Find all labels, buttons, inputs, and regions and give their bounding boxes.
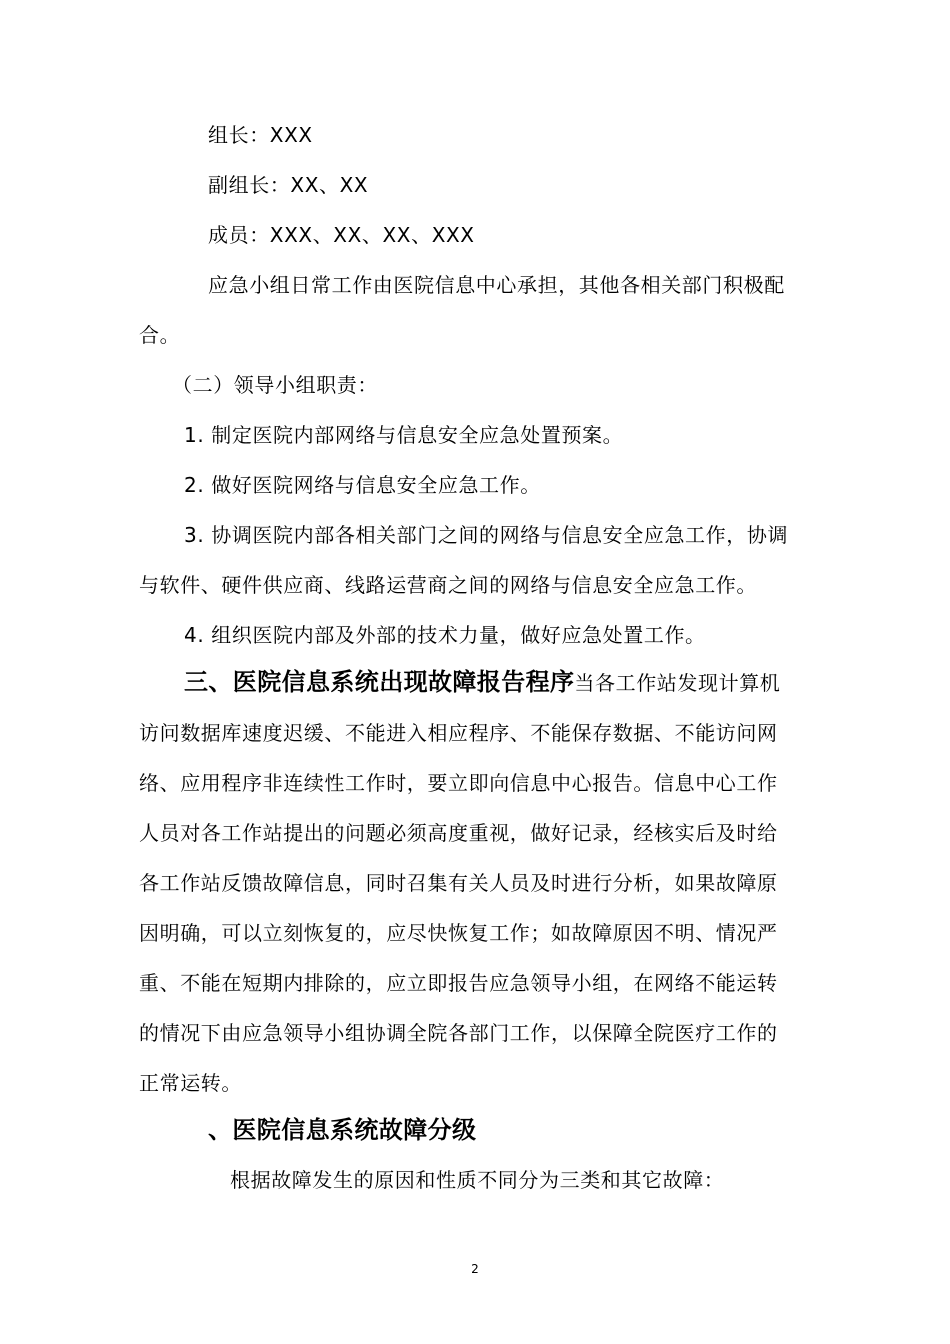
section-heading: 三、医院信息系统出现故障报告程序 [184,668,575,696]
paragraph-line: 根据故障发生的原因和性质不同分为三类和其它故障： [230,1168,725,1192]
paragraph-line: 应急小组日常工作由医院信息中心承担，其他各相关部门积极配 [208,273,785,297]
list-item: 2. 做好医院网络与信息安全应急工作。 [184,473,541,497]
paragraph-line: 合。 [139,323,181,347]
list-item: 3. 协调医院内部各相关部门之间的网络与信息安全应急工作，协调 [184,523,789,547]
paragraph-line: 正常运转。 [139,1071,242,1095]
paragraph-line: 重、不能在短期内排除的，应立即报告应急领导小组，在网络不能运转 [139,971,778,995]
deputy-leader-line: 副组长：XX、XX [208,173,369,197]
paragraph-line: 各工作站反馈故障信息，同时召集有关人员及时进行分析，如果故障原 [139,871,778,895]
list-item: 1. 制定医院内部网络与信息安全应急处置预案。 [184,423,624,447]
section-heading: 、医院信息系统故障分级 [208,1116,477,1144]
paragraph-text: 当各工作站发现计算机 [574,671,781,695]
section-three-line [184,669,780,696]
paragraph-line: 络、应用程序非连续性工作时，要立即向信息中心报告。信息中心工作 [139,771,778,795]
paragraph-line: 人员对各工作站提出的问题必须高度重视，做好记录，经核实后及时给 [139,821,778,845]
list-item: 4. 组织医院内部及外部的技术力量，做好应急处置工作。 [184,623,706,647]
group-leader-line: 组长：XXX [208,123,313,147]
subsection-title: （二）领导小组职责： [172,373,378,397]
list-item-continuation: 与软件、硬件供应商、线路运营商之间的网络与信息安全应急工作。 [139,573,757,597]
paragraph-line: 访问数据库速度迟缓、不能进入相应程序、不能保存数据、不能访问网 [139,721,778,745]
page-number: 2 [471,1262,479,1276]
members-line: 成员：XXX、XX、XX、XXX [208,223,475,247]
paragraph-line: 的情况下由应急领导小组协调全院各部门工作，以保障全院医疗工作的 [139,1021,778,1045]
paragraph-line: 因明确，可以立刻恢复的，应尽快恢复工作；如故障原因不明、情况严 [139,921,778,945]
